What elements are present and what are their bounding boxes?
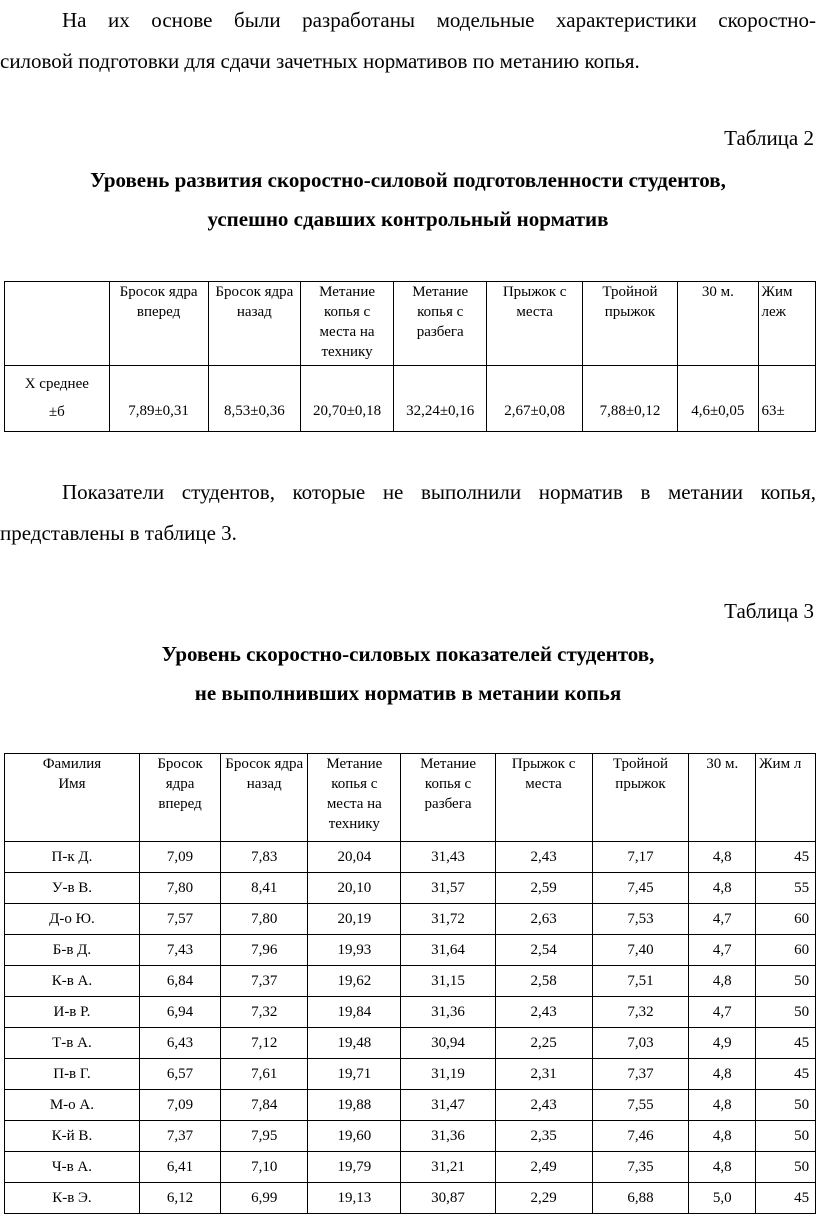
student-name-cell: К-й В. <box>5 1121 140 1152</box>
table2-title-line1: Уровень развития скоростно-силовой подготовленности студентов, <box>90 168 726 192</box>
table2-header-cell: Бросок ядра назад <box>208 282 301 366</box>
value-cell: 2,59 <box>495 873 592 904</box>
value-cell: 6,57 <box>139 1059 220 1090</box>
value-cell: 7,10 <box>221 1152 308 1183</box>
value-cell: 19,71 <box>308 1059 401 1090</box>
value-cell: 45 <box>756 1028 816 1059</box>
value-cell: 7,80 <box>221 904 308 935</box>
table-row <box>5 1028 816 1059</box>
value-cell: 30,87 <box>401 1183 495 1214</box>
value-cell: 45 <box>756 1059 816 1090</box>
value-cell: 7,09 <box>139 1090 220 1121</box>
table3-header-cell: Метание копья с разбега <box>401 754 495 842</box>
table-row <box>5 873 816 904</box>
value-cell: 20,10 <box>308 873 401 904</box>
value-cell: 7,96 <box>221 935 308 966</box>
value-cell: 7,57 <box>139 904 220 935</box>
table2-header-cell: 30 м. <box>678 282 758 366</box>
intro-paragraph-line1: На их основе были разработаны модельные характеристики скоростно- <box>62 8 816 32</box>
value-cell: 19,79 <box>308 1152 401 1183</box>
value-cell: 7,17 <box>592 842 689 873</box>
value-cell: 31,19 <box>401 1059 495 1090</box>
table3-header-cell: Метание копья с места на технику <box>308 754 401 842</box>
reference-paragraph <box>0 472 816 554</box>
value-cell: 31,36 <box>401 1121 495 1152</box>
value-cell: 7,37 <box>592 1059 689 1090</box>
value-cell: 7,32 <box>221 997 308 1028</box>
value-cell: 6,41 <box>139 1152 220 1183</box>
value-cell: 2,25 <box>495 1028 592 1059</box>
table2-header-cell: Тройной прыжок <box>582 282 677 366</box>
table-row <box>5 966 816 997</box>
value-cell: 7,53 <box>592 904 689 935</box>
value-cell: 7,09 <box>139 842 220 873</box>
value-cell: 50 <box>756 997 816 1028</box>
table2-header-cell: Жим леж <box>758 282 816 366</box>
value-cell: 7,35 <box>592 1152 689 1183</box>
value-cell: 7,83 <box>221 842 308 873</box>
value-cell: 4,8 <box>689 1121 756 1152</box>
table2 <box>4 281 816 432</box>
value-cell: 6,12 <box>139 1183 220 1214</box>
table2-value-cell: 2,67±0,08 <box>487 366 582 432</box>
value-cell: 7,95 <box>221 1121 308 1152</box>
value-cell: 7,43 <box>139 935 220 966</box>
table2-value-cell: 7,89±0,31 <box>109 366 208 432</box>
value-cell: 4,8 <box>689 966 756 997</box>
value-cell: 6,99 <box>221 1183 308 1214</box>
value-cell: 31,43 <box>401 842 495 873</box>
intro-paragraph <box>0 0 816 82</box>
table2-header-cell: Прыжок с места <box>487 282 582 366</box>
value-cell: 4,8 <box>689 1059 756 1090</box>
table2-header-row <box>5 282 816 366</box>
value-cell: 2,31 <box>495 1059 592 1090</box>
value-cell: 31,21 <box>401 1152 495 1183</box>
table3-title-line2: не выполнивших норматив в метании копья <box>194 681 622 705</box>
value-cell: 31,15 <box>401 966 495 997</box>
value-cell: 20,19 <box>308 904 401 935</box>
student-name-cell: Т-в А. <box>5 1028 140 1059</box>
value-cell: 20,04 <box>308 842 401 873</box>
value-cell: 4,9 <box>689 1028 756 1059</box>
table2-value-cell: 20,70±0,18 <box>301 366 394 432</box>
table3-header-cell: Тройной прыжок <box>592 754 689 842</box>
reference-paragraph-line2: представлены в таблице 3. <box>0 521 237 545</box>
value-cell: 8,41 <box>221 873 308 904</box>
table-row <box>5 904 816 935</box>
value-cell: 6,43 <box>139 1028 220 1059</box>
value-cell: 6,84 <box>139 966 220 997</box>
reference-paragraph-line1: Показатели студентов, которые не выполнили норматив в метании копья, <box>62 480 816 504</box>
student-name-cell: Ч-в А. <box>5 1152 140 1183</box>
table3-header-cell: Жим л <box>756 754 816 842</box>
value-cell: 4,7 <box>689 997 756 1028</box>
value-cell: 5,0 <box>689 1183 756 1214</box>
value-cell: 7,80 <box>139 873 220 904</box>
table2-value-cell: 8,53±0,36 <box>208 366 301 432</box>
table2-row-label <box>5 366 110 432</box>
value-cell: 4,8 <box>689 1090 756 1121</box>
table3-header-cell: Бросок ядра вперед <box>139 754 220 842</box>
student-name-cell: Д-о Ю. <box>5 904 140 935</box>
table3-header-cell: Бросок ядра назад <box>221 754 308 842</box>
value-cell: 19,62 <box>308 966 401 997</box>
table3-title-line1: Уровень скоростно-силовых показателей студентов, <box>161 642 655 666</box>
value-cell: 6,88 <box>592 1183 689 1214</box>
table2-header-cell <box>5 282 110 366</box>
value-cell: 6,94 <box>139 997 220 1028</box>
value-cell: 7,45 <box>592 873 689 904</box>
student-name-cell: М-о А. <box>5 1090 140 1121</box>
value-cell: 31,36 <box>401 997 495 1028</box>
table-row <box>5 1183 816 1214</box>
value-cell: 19,60 <box>308 1121 401 1152</box>
value-cell: 4,7 <box>689 904 756 935</box>
student-name-cell: И-в Р. <box>5 997 140 1028</box>
value-cell: 4,7 <box>689 935 756 966</box>
table3-header-cell: Прыжок с места <box>495 754 592 842</box>
value-cell: 7,40 <box>592 935 689 966</box>
value-cell: 45 <box>756 1183 816 1214</box>
table-row <box>5 1152 816 1183</box>
value-cell: 7,46 <box>592 1121 689 1152</box>
value-cell: 50 <box>756 1121 816 1152</box>
intro-paragraph-line2: силовой подготовки для сдачи зачетных нормативов по метанию копья. <box>0 49 640 73</box>
table3-header-cell: Фамилия Имя <box>5 754 140 842</box>
table-row <box>5 1090 816 1121</box>
value-cell: 2,63 <box>495 904 592 935</box>
table2-row-label-mean: Х среднее <box>24 376 89 392</box>
value-cell: 31,47 <box>401 1090 495 1121</box>
table-row <box>5 842 816 873</box>
value-cell: 31,72 <box>401 904 495 935</box>
table2-title-line2: успешно сдавших контрольный норматив <box>207 207 609 231</box>
table2-header-cell: Метание копья с разбега <box>393 282 487 366</box>
value-cell: 60 <box>756 935 816 966</box>
student-name-cell: К-в А. <box>5 966 140 997</box>
table-row <box>5 1059 816 1090</box>
value-cell: 19,84 <box>308 997 401 1028</box>
value-cell: 19,13 <box>308 1183 401 1214</box>
table-row <box>5 935 816 966</box>
value-cell: 30,94 <box>401 1028 495 1059</box>
value-cell: 4,8 <box>689 873 756 904</box>
table3 <box>4 753 816 1214</box>
value-cell: 2,54 <box>495 935 592 966</box>
table-row <box>5 997 816 1028</box>
value-cell: 7,51 <box>592 966 689 997</box>
value-cell: 2,49 <box>495 1152 592 1183</box>
student-name-cell: Б-в Д. <box>5 935 140 966</box>
table3-label: Таблица 3 <box>724 599 814 623</box>
value-cell: 50 <box>756 966 816 997</box>
value-cell: 7,12 <box>221 1028 308 1059</box>
value-cell: 50 <box>756 1090 816 1121</box>
table3-body <box>5 842 816 1214</box>
value-cell: 7,61 <box>221 1059 308 1090</box>
value-cell: 4,8 <box>689 1152 756 1183</box>
value-cell: 7,03 <box>592 1028 689 1059</box>
value-cell: 7,55 <box>592 1090 689 1121</box>
value-cell: 7,37 <box>139 1121 220 1152</box>
value-cell: 31,57 <box>401 873 495 904</box>
value-cell: 2,35 <box>495 1121 592 1152</box>
table2-header-cell: Бросок ядра вперед <box>109 282 208 366</box>
value-cell: 4,8 <box>689 842 756 873</box>
table2-value-cell: 63± <box>758 366 816 432</box>
value-cell: 45 <box>756 842 816 873</box>
value-cell: 7,32 <box>592 997 689 1028</box>
student-name-cell: П-к Д. <box>5 842 140 873</box>
value-cell: 2,43 <box>495 997 592 1028</box>
value-cell: 19,48 <box>308 1028 401 1059</box>
value-cell: 2,58 <box>495 966 592 997</box>
table-row <box>5 1121 816 1152</box>
value-cell: 31,64 <box>401 935 495 966</box>
student-name-cell: К-в Э. <box>5 1183 140 1214</box>
value-cell: 2,43 <box>495 1090 592 1121</box>
value-cell: 50 <box>756 1152 816 1183</box>
table2-value-cell: 4,6±0,05 <box>678 366 758 432</box>
value-cell: 2,29 <box>495 1183 592 1214</box>
value-cell: 7,37 <box>221 966 308 997</box>
table2-value-cell: 7,88±0,12 <box>582 366 677 432</box>
table3-header-row <box>5 754 816 842</box>
table3-header-cell: 30 м. <box>689 754 756 842</box>
value-cell: 55 <box>756 873 816 904</box>
student-name-cell: У-в В. <box>5 873 140 904</box>
table2-value-cell: 32,24±0,16 <box>393 366 487 432</box>
table2-header-cell: Метание копья с места на технику <box>301 282 394 366</box>
value-cell: 19,88 <box>308 1090 401 1121</box>
value-cell: 7,84 <box>221 1090 308 1121</box>
value-cell: 2,43 <box>495 842 592 873</box>
value-cell: 60 <box>756 904 816 935</box>
table2-label: Таблица 2 <box>724 126 814 150</box>
table2-row-label-sd: ±б <box>48 404 65 420</box>
value-cell: 19,93 <box>308 935 401 966</box>
student-name-cell: П-в Г. <box>5 1059 140 1090</box>
table2-data-row <box>5 366 816 432</box>
